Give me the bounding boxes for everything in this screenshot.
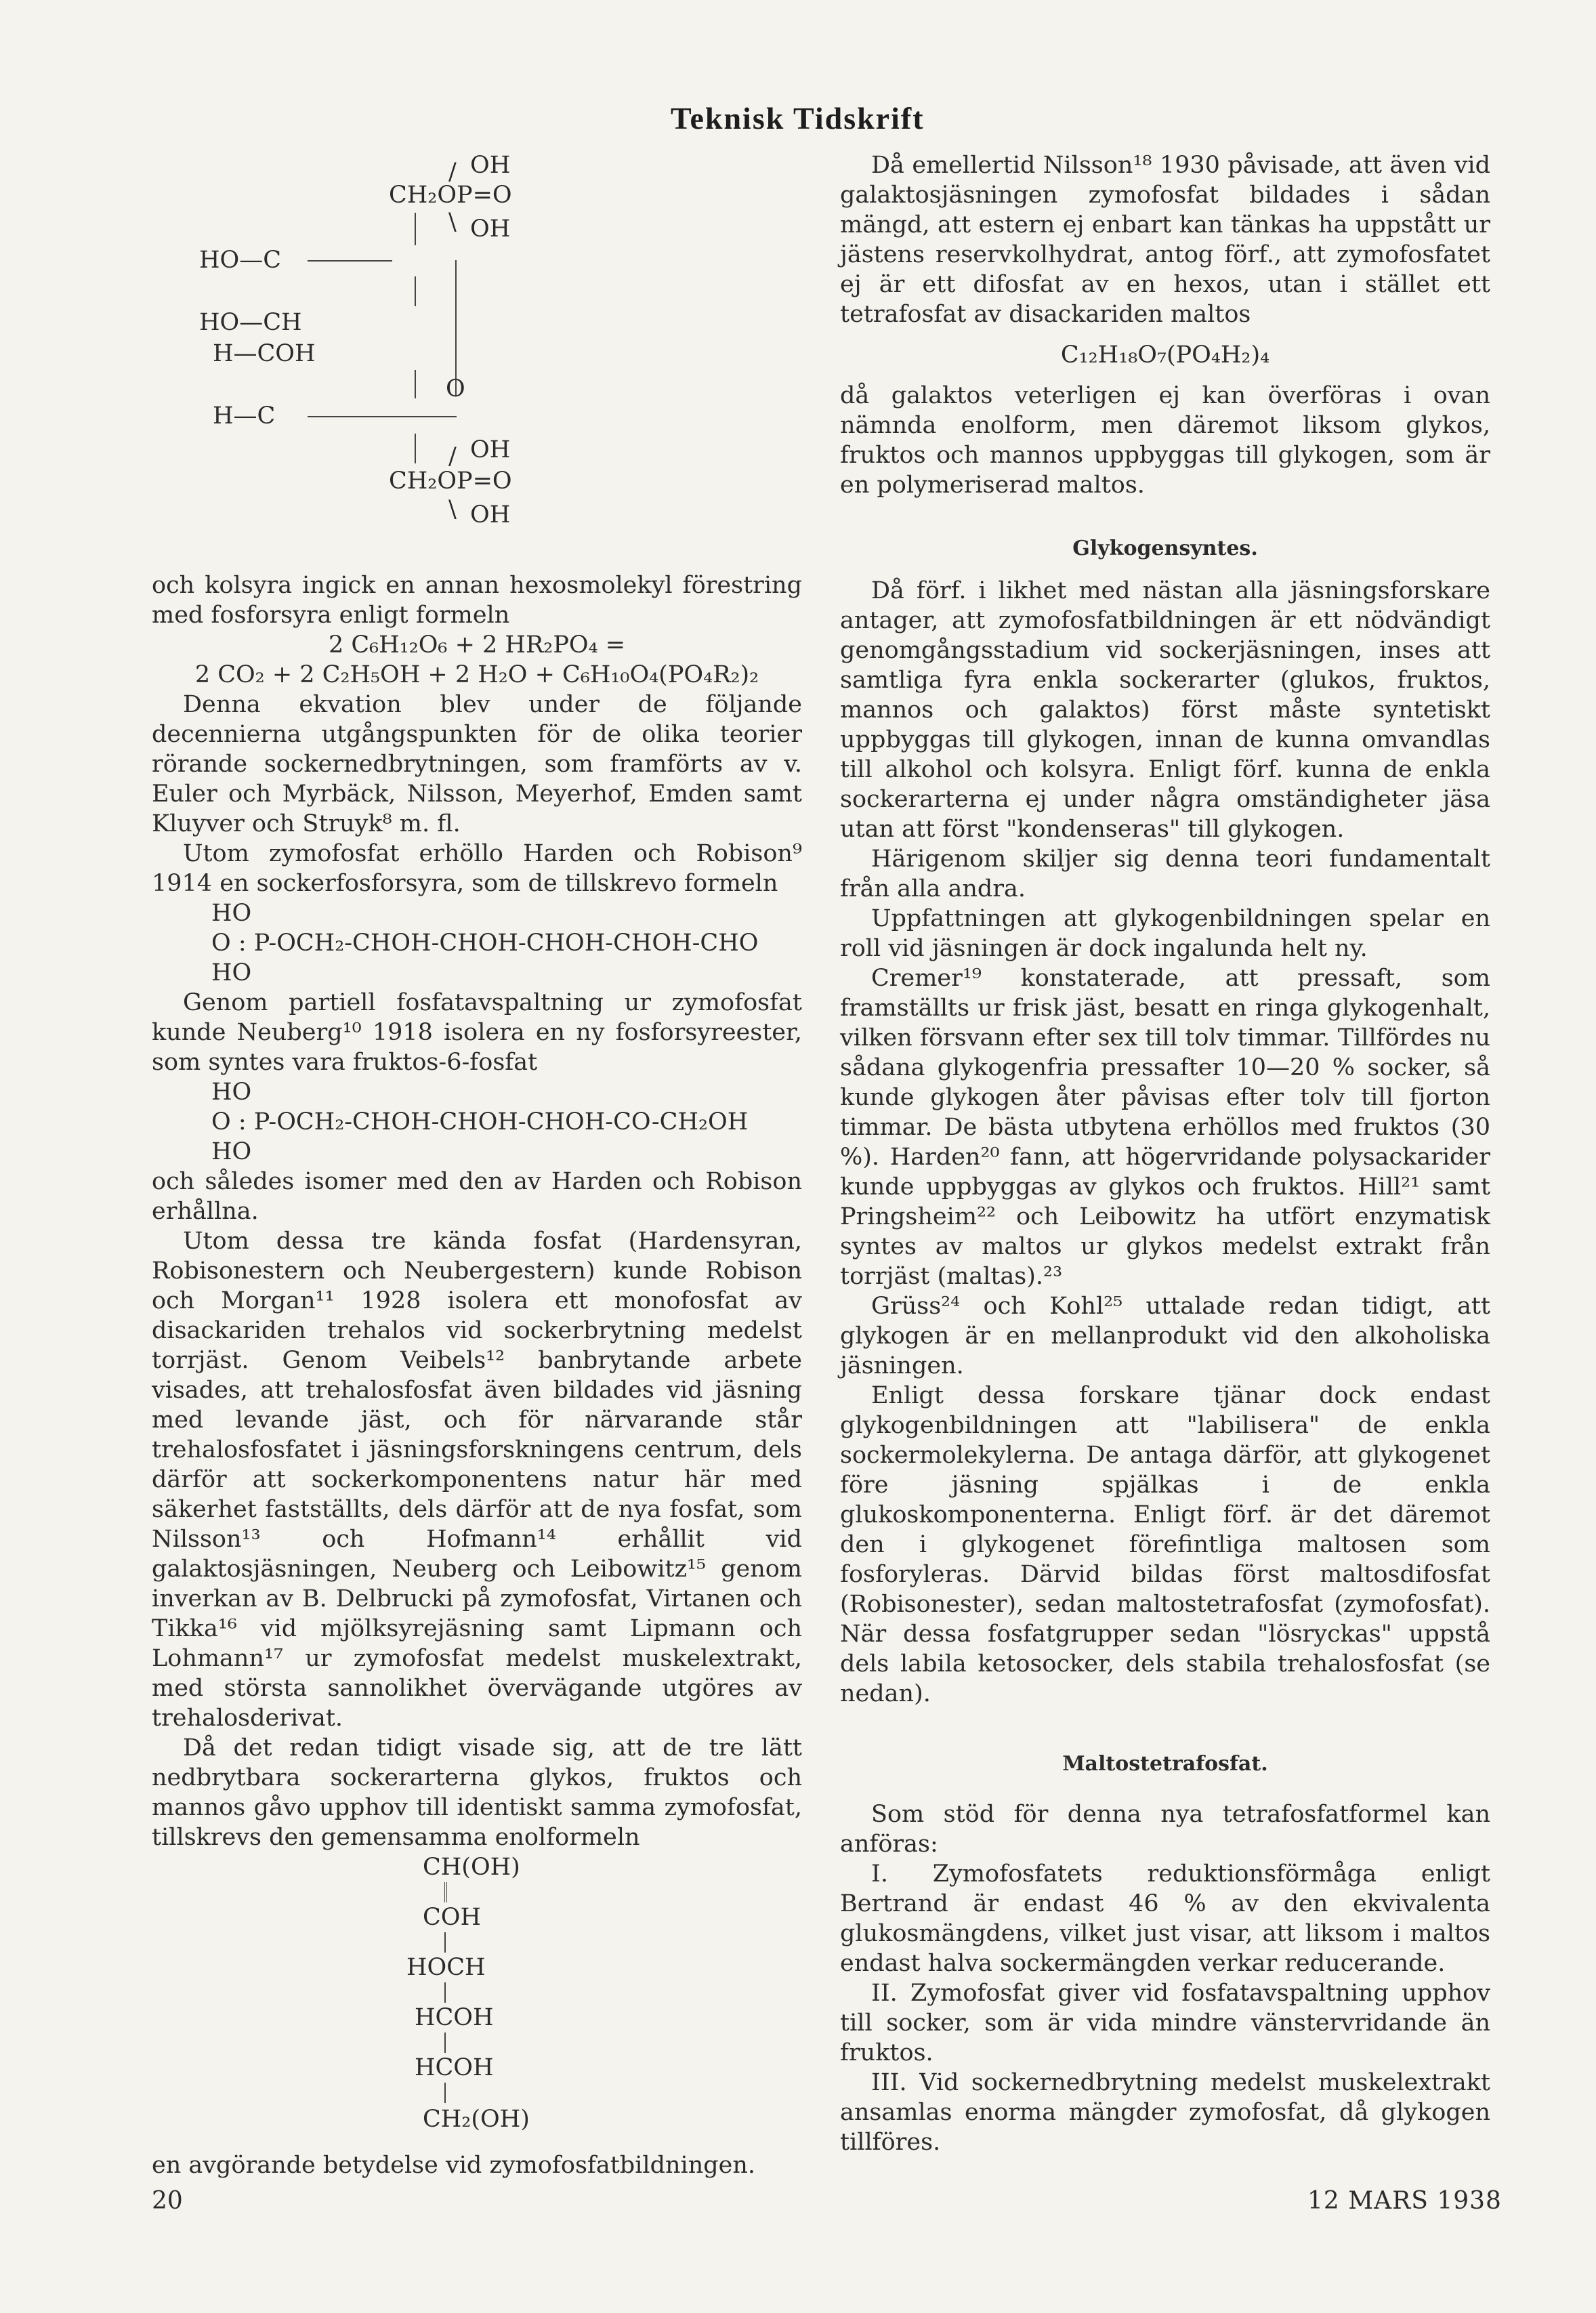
enol-double-bond bbox=[444, 1882, 447, 1902]
struct-bot-ch2op: CH₂OP=O bbox=[389, 467, 512, 495]
formula-line: HO bbox=[211, 1079, 252, 1106]
page-number: 20 bbox=[152, 2187, 183, 2215]
paragraph: Denna ekvation blev under de följande decennierna utgångspunkten för de olika teorier rörande sockernedbrytningen, som framförts av v. Euler och Myrbäck, Nilsson, Meyerhof, Emden samt Kluyver och Struyk⁸ m. fl. bbox=[152, 691, 802, 837]
struct-top-ch2op: CH₂OP=O bbox=[389, 182, 512, 209]
struct-bond: \ bbox=[448, 496, 457, 523]
left-column bbox=[152, 150, 802, 2180]
formula-line: O : P-OCH₂-CHOH-CHOH-CHOH-CHOH-CHO bbox=[211, 930, 759, 957]
paragraph: Utom dessa tre kända fosfat (Hardensyran, Robisonestern och Neubergestern) kunde Robison och Morgan¹¹ 1928 isolera ett monofosfat av disackariden trehalos vid sockerbrytning medelst torrjäst. Genom Veibels¹² banbrytande arbete visades, att trehalosfosfat även bildades vid jäsning med levande jäst, och för närvarande står trehalosfosfatet i jäsningsforskningens centrum, dels därför att sockerkomponentens natur här med säkerhet fastställts, dels därför att de nya fosfat, som Nilsson¹³ och Hofmann¹⁴ erhållit vid galaktosjäsningen, Neuberg och Leibowitz¹⁵ genom inverkan av B. Delbrucki på zymofosfat, Virtanen och Tikka¹⁶ vid mjölksyrejäsning samt Lipmann och Lohmann¹⁷ ur zymofosfat medelst muskelextrakt, med största sannolikhet övervägande utgöres av trehalosderivat. bbox=[152, 1228, 802, 1732]
paragraph: Utom zymofosfat erhöllo Harden och Robison⁹ 1914 en sockerfosforsyra, som de tillskrevo formeln bbox=[152, 840, 802, 897]
struct-bot-oh: OH bbox=[470, 436, 511, 463]
paragraph: Härigenom skiljer sig denna teori fundamentalt från alla andra. bbox=[840, 846, 1490, 902]
enol-line: HCOH bbox=[415, 2004, 494, 2031]
paragraph: Då emellertid Nilsson¹⁸ 1930 påvisade, att även vid galaktosjäsningen zymofosfat bildades i sådan mängd, att estern ej enbart kan tänkas ha uppstått ur jästens reservkolhydrat, antog förf., att zymofosfatet ej är ett difosfat av en hexos, utan i stället ett tetrafosfat av disackariden maltos bbox=[840, 152, 1490, 328]
enol-line: COH bbox=[423, 1904, 481, 1931]
paragraph: Då det redan tidigt visade sig, att de tre lätt nedbrytbara sockerarterna glykos, fruktos och mannos gåvo upphov till identiskt samma zymofosfat, tillskrevs den gemensamma enolformeln bbox=[152, 1734, 802, 1851]
paragraph: Genom partiell fosfatavspaltning ur zymofosfat kunde Neuberg¹⁰ 1918 isolera en ny fosforsyreester, som syntes vara fruktos-6-fosfat bbox=[152, 989, 802, 1076]
struct-bond: / bbox=[448, 159, 457, 186]
enol-bond bbox=[444, 1982, 446, 2003]
equation-line-2: 2 CO₂ + 2 C₂H₅OH + 2 H₂O + C₆H₁₀O₄(PO₄R₂)₂ bbox=[194, 661, 759, 688]
struct-bot-oh2: OH bbox=[470, 501, 511, 528]
enol-bond bbox=[444, 2083, 446, 2103]
paragraph: Som stöd för denna nya tetrafosfatformel kan anföras: bbox=[840, 1801, 1490, 1858]
struct-bond: \ bbox=[448, 209, 457, 236]
struct-ho-ch: HO—CH bbox=[199, 309, 302, 336]
struct-bond-line bbox=[415, 276, 416, 306]
struct-h-c: H—C bbox=[213, 402, 276, 430]
paragraph: Grüss²⁴ och Kohl²⁵ uttalade redan tidigt, att glykogen är en mellanprodukt vid den alkoholiska jäsningen. bbox=[840, 1293, 1490, 1379]
struct-h-coh: H—COH bbox=[213, 340, 316, 367]
paragraph: III. Vid sockernedbrytning medelst muskelextrakt ansamlas enorma mängder zymofosfat, då glykogen tillföres. bbox=[840, 2069, 1490, 2156]
paragraph: då galaktos veterligen ej kan överföras i ovan nämnda enolform, men däremot liksom glykos, fruktos och mannos uppbyggas till glykogen, som är en polymeriserad maltos. bbox=[840, 382, 1490, 499]
equation-line-1: 2 C₆H₁₂O₆ + 2 HR₂PO₄ = bbox=[328, 631, 626, 659]
enol-line: HCOH bbox=[415, 2054, 494, 2081]
enol-line: CH₂(OH) bbox=[423, 2106, 530, 2133]
paragraph: och kolsyra ingick en annan hexosmolekyl förestring med fosforsyra enligt formeln bbox=[152, 572, 802, 629]
struct-top-oh2: OH bbox=[470, 215, 511, 243]
issue-date: 12 MARS 1938 bbox=[1307, 2187, 1502, 2215]
paragraph: Enligt dessa forskare tjänar dock endast glykogenbildningen att "labilisera" de enkla sockermolekylerna. De antaga därför, att glykogenet före jäsning spjälkas i de enkla glukoskomponenterna. Enligt förf. är det däremot den i glykogenet förefintliga maltosen som fosforyleras. Därvid bildas först maltosdifosfat (Robisonester), sedan maltostetrafosfat (zymofosfat). När dessa fosfatgrupper sedan "lösryckas" uppstå dels labila ketosocker, dels stabila trehalosfosfat (se nedan). bbox=[840, 1382, 1490, 1707]
struct-bond: / bbox=[448, 443, 457, 470]
struct-ho-c: HO—C bbox=[199, 247, 281, 274]
struct-bond-line bbox=[308, 416, 457, 417]
paragraph: och således isomer med den av Harden och Robison erhållna. bbox=[152, 1168, 802, 1225]
section-heading-glykogensyntes: Glykogensyntes. bbox=[1072, 537, 1258, 560]
formula-line: HO bbox=[211, 1138, 252, 1165]
section-heading-maltostetrafosfat: Maltostetrafosfat. bbox=[1062, 1752, 1268, 1776]
right-column bbox=[840, 150, 1490, 2157]
struct-bond-line bbox=[415, 370, 416, 398]
paragraph: II. Zymofosfat giver vid fosfatavspaltning upphov till socker, som är vida mindre vänstervridande än fruktos. bbox=[840, 1980, 1490, 2066]
struct-top-oh: OH bbox=[470, 152, 511, 179]
struct-bond-line bbox=[415, 213, 416, 245]
struct-bond-line bbox=[308, 260, 392, 262]
enol-bond bbox=[444, 2033, 446, 2053]
formula-line: HO bbox=[211, 900, 252, 927]
zymofosfat-structure bbox=[172, 150, 802, 570]
enol-bond bbox=[444, 1932, 446, 1953]
struct-o: O bbox=[446, 375, 465, 402]
paragraph: en avgörande betydelse vid zymofosfatbildningen. bbox=[152, 2152, 756, 2179]
paragraph: I. Zymofosfatets reduktionsförmåga enligt Bertrand är endast 46 % av den ekvivalenta glukosmängdens, vilket just visar, att liksom i maltos endast halva sockermängden verkar reducerande. bbox=[840, 1860, 1490, 1977]
paragraph: Då förf. i likhet med nästan alla jäsningsforskare antager, att zymofosfatbildningen är ett nödvändigt genomgångsstadium vid sockerjäsningen, inses att samtliga fyra enkla sockerarter (glukos, fruktos, mannos och galaktos) först måste syntetiskt uppbyggas till glykogen, innan de kunna omvandlas till alkohol och kolsyra. Enligt förf. kunna de enkla sockerarterna ej under några omständigheter jäsa utan att först "kondenseras" till glykogen. bbox=[840, 577, 1490, 843]
tetrafosfat-formula: C₁₂H₁₈O₇(PO₄H₂)₄ bbox=[1060, 341, 1270, 369]
formula-line: HO bbox=[211, 959, 252, 986]
paragraph: Uppfattningen att glykogenbildningen spelar en roll vid jäsningen är dock ingalunda helt ny. bbox=[840, 905, 1490, 962]
enol-line: CH(OH) bbox=[423, 1854, 520, 1881]
paragraph: Cremer¹⁹ konstaterade, att pressaft, som framställts ur frisk jäst, besatt en ringa glykogenhalt, vilken försvann efter sex till tolv timmar. Tillfördes nu sådana glykogenfria pressafter 10—20 % socker, så kunde glykogen åter påvisas efter tolv till fjorton timmar. De bästa utbytena erhöllos med fruktos (30 %). Harden²⁰ fann, att högervridande polysackarider kunde uppbyggas av glykos och fruktos. Hill²¹ samt Pringsheim²² och Leibowitz ha utfört enzymatisk syntes av maltos ur glykos medelst extrakt från torrjäst (maltas).²³ bbox=[840, 965, 1490, 1290]
enol-line: HOCH bbox=[406, 1954, 486, 1981]
formula-line: O : P-OCH₂-CHOH-CHOH-CHOH-CO-CH₂OH bbox=[211, 1108, 749, 1135]
struct-bond-line bbox=[415, 434, 416, 463]
enol-structure bbox=[152, 1852, 802, 2150]
journal-title: Teknisk Tidskrift bbox=[671, 101, 925, 136]
